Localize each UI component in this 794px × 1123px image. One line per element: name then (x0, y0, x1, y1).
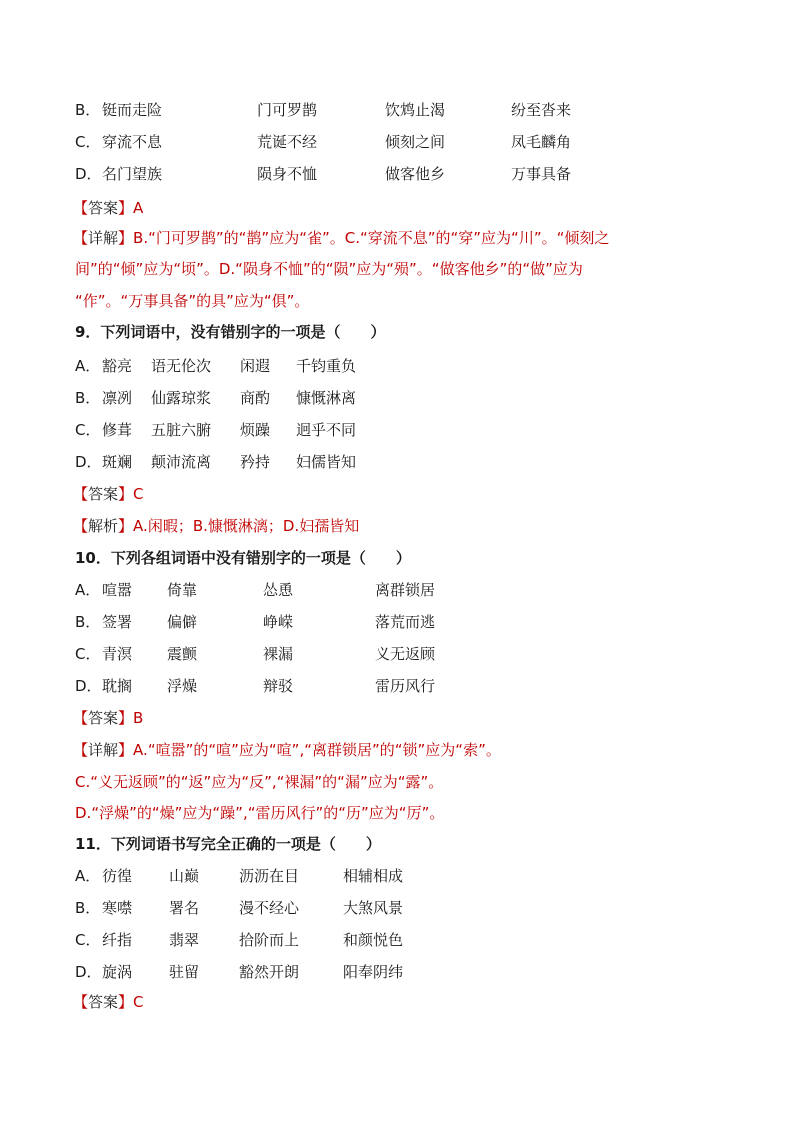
detail-line (75, 801, 444, 825)
answer-value: B (133, 709, 144, 727)
option-word: 辩驳 (263, 677, 294, 695)
option-word: 浮燥 (167, 677, 198, 695)
option-word: 阳奉阴纬 (343, 963, 404, 981)
option-word: 语无伦次 (151, 357, 212, 375)
option-word: 名门望族 (102, 165, 163, 183)
option-word: 震颤 (167, 645, 198, 663)
option-word: 青溟 (102, 645, 133, 663)
option-word: 相辅相成 (343, 867, 404, 885)
detail-label: 详解 (88, 741, 119, 759)
option-word: 旋涡 (102, 963, 133, 981)
option-word: 雷历风行 (375, 677, 436, 695)
option-word: 签署 (102, 613, 133, 631)
option-word: 纷至沓来 (511, 101, 572, 119)
option-word: 偏僻 (167, 613, 198, 631)
detail-text: D.“浮燥”的“燥”应为“躁”,“雷历风行”的“历”应为“厉”。 (75, 804, 445, 822)
detail-line (75, 257, 583, 281)
option-word: 颠沛流离 (151, 453, 212, 471)
option-word: 倚靠 (167, 581, 198, 599)
option-letter: C． (75, 133, 101, 151)
answer-label: 答案 (88, 709, 119, 727)
detail-line: 【详解】A.“喧嚣”的“喧”应为“喧”,“离群锁居”的“锁”应为“索”。 (73, 741, 501, 759)
answer-line: 【答案】C (73, 993, 144, 1011)
option-letter: D． (75, 165, 102, 183)
option-word: 山巅 (169, 867, 200, 885)
option-word: 烦躁 (240, 421, 271, 439)
option-word: 仙露琼浆 (151, 389, 212, 407)
option-word: 喧嚣 (102, 581, 133, 599)
option-word: 做客他乡 (385, 165, 446, 183)
option-letter: B． (75, 899, 101, 917)
option-word: 门可罗鹊 (257, 101, 318, 119)
option-word: 凛冽 (102, 389, 133, 407)
detail-label: 解析 (88, 517, 119, 535)
option-word: 彷徨 (102, 867, 133, 885)
option-word: 慷慨淋离 (296, 389, 357, 407)
option-word: 大煞风景 (343, 899, 404, 917)
option-word: 凤毛麟角 (511, 133, 572, 151)
option-letter: B． (75, 101, 101, 119)
option-letter: A． (75, 581, 101, 599)
answer-value: A (133, 199, 144, 217)
option-word: 峥嵘 (263, 613, 294, 631)
option-word: 妇儒皆知 (296, 453, 357, 471)
option-letter: A． (75, 357, 101, 375)
detail-line: 【解析】A.闲暇；B.慷慨淋漓；D.妇孺皆知 (73, 517, 360, 535)
option-word: 陨身不恤 (257, 165, 318, 183)
option-word: 漫不经心 (239, 899, 300, 917)
option-word: 饮鸩止渴 (385, 101, 446, 119)
option-word: 铤而走险 (102, 101, 163, 119)
option-word: 驻留 (169, 963, 200, 981)
option-letter: D． (75, 963, 102, 981)
option-letter: B． (75, 389, 101, 407)
option-word: 千钧重负 (296, 357, 357, 375)
option-word: 斑斓 (102, 453, 133, 471)
answer-label: 答案 (88, 993, 119, 1011)
option-word: 纤指 (102, 931, 133, 949)
option-word: 倾刻之间 (385, 133, 446, 151)
option-word: 豁亮 (102, 357, 133, 375)
option-word: 穿流不息 (102, 133, 163, 151)
option-letter: C． (75, 645, 101, 663)
option-letter: D． (75, 677, 102, 695)
detail-text: 间”的“倾”应为“顷”。D.“陨身不恤”的“陨”应为“殒”。“做客他乡”的“做”应为 (75, 260, 583, 278)
option-word: 商酌 (240, 389, 271, 407)
option-word: 耽搁 (102, 677, 133, 695)
detail-text: B.“门可罗鹊”的“鹊”应为“雀”。C.“穿流不息”的“穿”应为“川”。“倾刻之 (133, 229, 610, 247)
option-word: 翡翠 (169, 931, 200, 949)
option-word: 署名 (169, 899, 200, 917)
option-word: 和颜悦色 (343, 931, 404, 949)
option-word: 荒诞不经 (257, 133, 318, 151)
option-word: 矜持 (240, 453, 271, 471)
option-word: 豁然开朗 (239, 963, 300, 981)
detail-line (75, 289, 309, 313)
option-word: 义无返顾 (375, 645, 436, 663)
option-word: 怂恿 (263, 581, 294, 599)
answer-label: 答案 (88, 485, 119, 503)
detail-text: A.“喧嚣”的“喧”应为“喧”,“离群锁居”的“锁”应为“索”。 (133, 741, 501, 759)
option-word: 修葺 (102, 421, 133, 439)
option-word: 五脏六腑 (151, 421, 212, 439)
question-11-title: 11．下列词语书写完全正确的一项是（ ） (75, 835, 381, 853)
question-10-title: 10．下列各组词语中没有错别字的一项是（ ） (75, 549, 411, 567)
option-letter: C． (75, 421, 101, 439)
option-word: 离群锁居 (375, 581, 436, 599)
detail-text: C.“义无返顾”的“返”应为“反”,“裸漏”的“漏”应为“露”。 (75, 773, 444, 791)
option-word: 万事具备 (511, 165, 572, 183)
answer-value: C (133, 485, 144, 503)
answer-label: 答案 (88, 199, 119, 217)
answer-line: 【答案】C (73, 485, 144, 503)
detail-line: 【详解】B.“门可罗鹊”的“鹊”应为“雀”。C.“穿流不息”的“穿”应为“川”。“倾刻之 (73, 229, 610, 247)
option-word: 落荒而逃 (375, 613, 436, 631)
option-word: 迥乎不同 (296, 421, 357, 439)
option-letter: B． (75, 613, 101, 631)
option-word: 寒噤 (102, 899, 133, 917)
detail-label: 详解 (88, 229, 119, 247)
answer-line: 【答案】B (73, 709, 144, 727)
option-word: 拾阶而上 (239, 931, 300, 949)
detail-text: “作”。“万事具备”的具”应为“俱”。 (75, 292, 310, 310)
detail-text: A.闲暇；B.慷慨淋漓；D.妇孺皆知 (133, 517, 360, 535)
option-letter: D． (75, 453, 102, 471)
option-word: 裸漏 (263, 645, 294, 663)
option-word: 闲遐 (240, 357, 271, 375)
option-letter: C． (75, 931, 101, 949)
answer-value: C (133, 993, 144, 1011)
answer-line: 【答案】A (73, 199, 144, 217)
option-letter: A． (75, 867, 101, 885)
question-9-title: 9．下列词语中，没有错别字的一项是（ ） (75, 323, 386, 341)
detail-line (75, 770, 443, 794)
option-word: 沥沥在目 (239, 867, 300, 885)
